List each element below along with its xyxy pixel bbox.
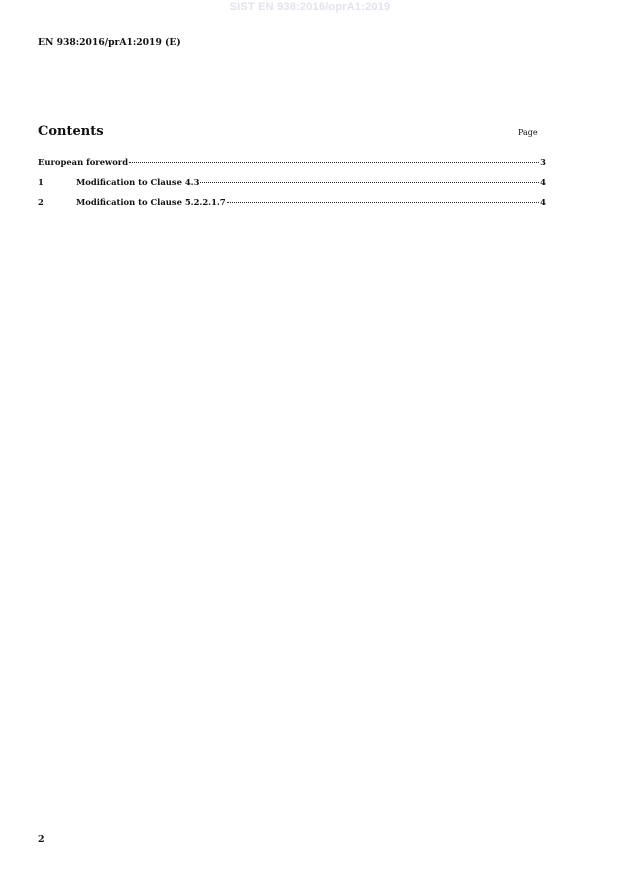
toc-entry-page: 3 — [540, 157, 546, 167]
page-number: 2 — [38, 834, 45, 845]
toc-entry-title: European foreword — [38, 157, 129, 167]
toc-entry-number: 1 — [38, 177, 44, 187]
toc-entry-european-foreword[interactable] — [38, 156, 546, 176]
contents-heading: Contents — [38, 124, 104, 139]
toc-dot-leader — [227, 202, 540, 203]
toc-entry-clause-1[interactable] — [38, 176, 546, 196]
toc-dot-leader — [129, 162, 539, 163]
table-of-contents — [38, 156, 546, 216]
page-column-label: Page — [518, 128, 538, 137]
toc-entry-title: Modification to Clause 4.3 — [76, 177, 200, 187]
watermark: SIST EN 938:2016/oprA1:2019 — [229, 1, 391, 13]
toc-entry-page: 4 — [540, 177, 546, 187]
toc-dot-leader — [200, 182, 539, 183]
toc-entry-page: 4 — [540, 197, 546, 207]
toc-entry-clause-2[interactable] — [38, 196, 546, 216]
toc-entry-title: Modification to Clause 5.2.2.1.7 — [76, 197, 226, 207]
document-reference: EN 938:2016/prA1:2019 (E) — [38, 37, 181, 48]
toc-entry-number: 2 — [38, 197, 44, 207]
